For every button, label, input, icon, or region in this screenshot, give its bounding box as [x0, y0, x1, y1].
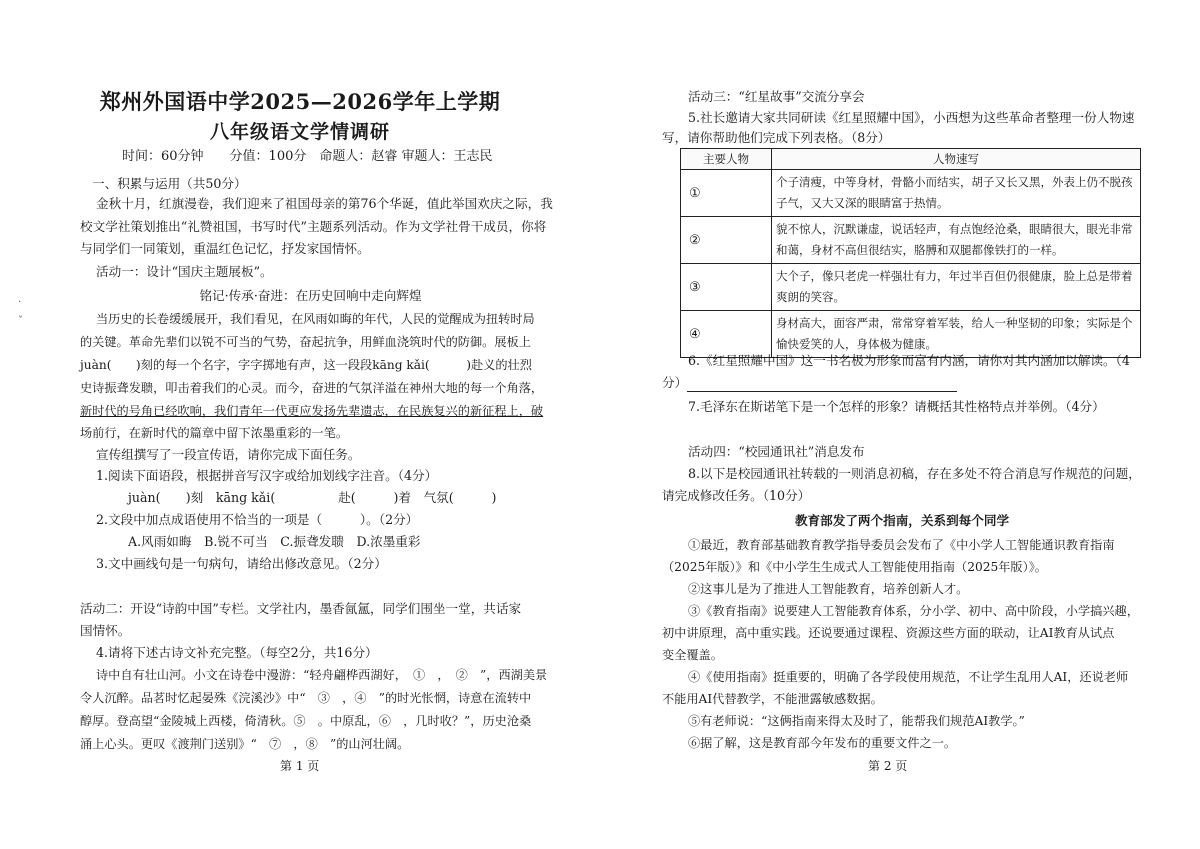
news-line: ②这事儿是为了推进人工智能教育，培养创新人才。: [688, 582, 969, 596]
table-cell-desc: 大个子，像只老虎一样强壮有力，年过半百但仍很健康，脸上总是带着爽朗的笑容。: [772, 264, 1141, 311]
page-number: 第 2 页: [868, 759, 908, 773]
table-cell-num: ③: [681, 264, 772, 311]
news-title: 教育部发了两个指南，关系到每个同学: [794, 513, 1010, 528]
margin-mark: ˇ: [18, 316, 23, 327]
table-cell-num: ④: [681, 311, 772, 358]
poem-line: 醇厚。登高望“金陵城上西楼，倚清秋。⑤ 。中原乱，⑥ ，几时收？”，历史沧桑: [80, 714, 532, 728]
question-2-options: A.风雨如晦 B.锐不可当 C.振聋发聩 D.浓墨重彩: [128, 534, 421, 549]
table-header-row: [681, 149, 1141, 170]
question-5: 5.社长邀请大家共同研读《红星照耀中国》，小西想为这些革命者整理一份人物速: [688, 110, 1135, 125]
table-header: 主要人物: [681, 149, 772, 170]
question-4: 4.请将下述古诗文补充完整。（每空2分，共16分）: [96, 645, 378, 660]
table-row: [681, 311, 1141, 358]
question-6-tail: 分）: [662, 375, 688, 390]
table-row: [681, 217, 1141, 264]
table-cell-num: ②: [681, 217, 772, 264]
board-text-line: 史诗振聋发聩，叩击着我们的心灵。而今，奋进的气氛洋溢在神州大地的每一个角落，: [80, 381, 544, 395]
question-1: 1.阅读下面语段，根据拼音写汉字或给加划线字注音。（4分）: [96, 468, 438, 483]
answer-blank[interactable]: [687, 379, 957, 392]
news-line: ③《教育指南》说要建人工智能教育体系，分小学、初中、高中阶段，小学搞兴趣，: [688, 604, 1139, 618]
table-row: [681, 170, 1141, 217]
news-line: ⑥据了解，这是教育部今年发布的重要文件之一。: [688, 736, 957, 750]
news-line: 初中讲原理，高中重实践。还说要通过课程、资源这些方面的联动，让AI教育从试点: [662, 626, 1115, 640]
intro-line: 校文学社策划推出“礼赞祖国，书写时代”主题系列活动。作为文学社骨干成员，你将: [80, 219, 547, 234]
question-1-blanks: juàn( )刻 kāng kǎi( 赴( )着 气氛( ): [128, 490, 497, 505]
exam-meta: 时间：60分钟 分值：100分 命题人：赵睿 审题人：王志民: [122, 149, 493, 164]
question-6: 6.《红星照耀中国》这一书名极为形象而富有内涵，请你对其内涵加以解读。（4: [688, 353, 1130, 368]
activity-heading: 活动一：设计“国庆主题展板”。: [96, 264, 273, 279]
board-title: 铭记·传承·奋进：在历史回响中走向辉煌: [199, 288, 422, 303]
activity-heading: 活动二：开设“诗韵中国”专栏。文学社内，墨香氤氲，同学们围坐一堂，共话家: [80, 601, 522, 616]
intro-line: 与同学们一同策划，重温红色记忆，抒发家国情怀。: [80, 241, 370, 256]
question-6-answer-line[interactable]: [662, 374, 957, 392]
page-2: [600, 0, 1200, 849]
board-text-line: 的关键。革命先辈们以锐不可当的气势，奋起抗争，用鲜血浇筑时代的防御。展板上: [80, 335, 531, 349]
board-text-line: 场前行，在新时代的篇章中留下浓墨重彩的一笔。: [80, 426, 349, 440]
activity-heading: 活动四：“校园通讯社”消息发布: [688, 444, 865, 459]
poem-line: 涌上心头。更叹《渡荆门送别》“ ⑦ ，⑧ ”的山河壮阔。: [80, 737, 410, 751]
activity-heading: 活动三：“红星故事”交流分享会: [688, 89, 865, 104]
news-line: 不能用AI代替教学，不能泄露敏感数据。: [662, 692, 883, 706]
news-line: ①最近，教育部基础教育教学指导委员会发布了《中小学人工智能通识教育指南: [688, 538, 1115, 552]
table-cell-desc: 貌不惊人，沉默谦虚，说话轻声，有点饱经沧桑，眼睛很大，眼光非常和蔼，身材不高但很结实，胳膊和双腿都像铁打的一样。: [772, 217, 1141, 264]
question-8: 8.以下是校园通讯社转载的一则消息初稿，存在多处不符合消息写作规范的问题，: [688, 466, 1141, 481]
table-cell-desc: 身材高大，面容严肃，常常穿着军装，给人一种坚韧的印象；实际是个愉快爱笑的人，身体极为健康。: [772, 311, 1141, 358]
intro-line: 金秋十月，红旗漫卷，我们迎来了祖国母亲的第76个华诞，值此举国欢庆之际，我: [96, 196, 553, 211]
board-text-line: 当历史的长卷缓缓展开，我们看见，在风雨如晦的年代，人民的觉醒成为扭转时局: [96, 312, 535, 326]
table-cell-num: ①: [681, 170, 772, 217]
news-line: （2025年版）》和《中小学生生成式人工智能使用指南（2025年版）》。: [662, 560, 1047, 574]
question-3: 3.文中画线句是一句病句，请给出修改意见。（2分）: [96, 556, 387, 571]
table-row: [681, 264, 1141, 311]
news-line: ⑤有老师说：“这俩指南来得太及时了，能帮我们规范AI教学。”: [688, 714, 1025, 728]
margin-mark: ·: [18, 297, 22, 308]
task-intro: 宣传组撰写了一段宣传语，请你完成下面任务。: [96, 447, 361, 462]
poem-line: 令人沉醉。品茗时忆起晏殊《浣溪沙》中“ ③ ，④ ”的时光怅惘，诗意在流转中: [80, 691, 532, 705]
poem-line: 诗中自有壮山河。小文在诗卷中漫游：“轻舟翩桦西湖好， ① ， ② ”，西湖美景: [96, 668, 548, 682]
exam-subtitle: 八年级语文学情调研: [209, 121, 390, 143]
page-number: 第 1 页: [280, 759, 320, 773]
activity-heading: 国情怀。: [80, 623, 131, 638]
table-cell-desc: 个子清瘦，中等身材，骨骼小而结实，胡子又长又黑，外表上仍不脱孩子气，又大又深的眼睛富于热情。: [772, 170, 1141, 217]
question-2: 2.文段中加点成语使用不恰当的一项是（ ）。（2分）: [96, 512, 419, 527]
board-text-line: juàn( )刻的每一个名字，字字掷地有声，这一段段kāng kǎi( )赴义的壮烈: [80, 358, 532, 372]
table-header: 人物速写: [772, 149, 1141, 170]
news-line: 变全覆盖。: [662, 648, 723, 662]
news-line: ④《使用指南》挺重要的，明确了各学段使用规范，不让学生乱用人AI，还说老师: [688, 670, 1129, 684]
question-5: 写，请你帮助他们完成下列表格。（8分）: [662, 130, 891, 145]
board-text-line-underlined: 新时代的号角已经吹响，我们青年一代更应发扬先辈遗志，在民族复兴的新征程上，破: [80, 404, 544, 418]
question-8: 请完成修改任务。（10分）: [662, 488, 811, 503]
section-heading: 一、积累与运用（共50分）: [92, 176, 247, 191]
question-7: 7.毛泽东在斯诺笔下是一个怎样的形象？请概括其性格特点并举例。（4分）: [688, 399, 1105, 414]
character-table: [680, 148, 1141, 358]
exam-title: 郑州外国语中学2025—2026学年上学期: [99, 89, 501, 114]
